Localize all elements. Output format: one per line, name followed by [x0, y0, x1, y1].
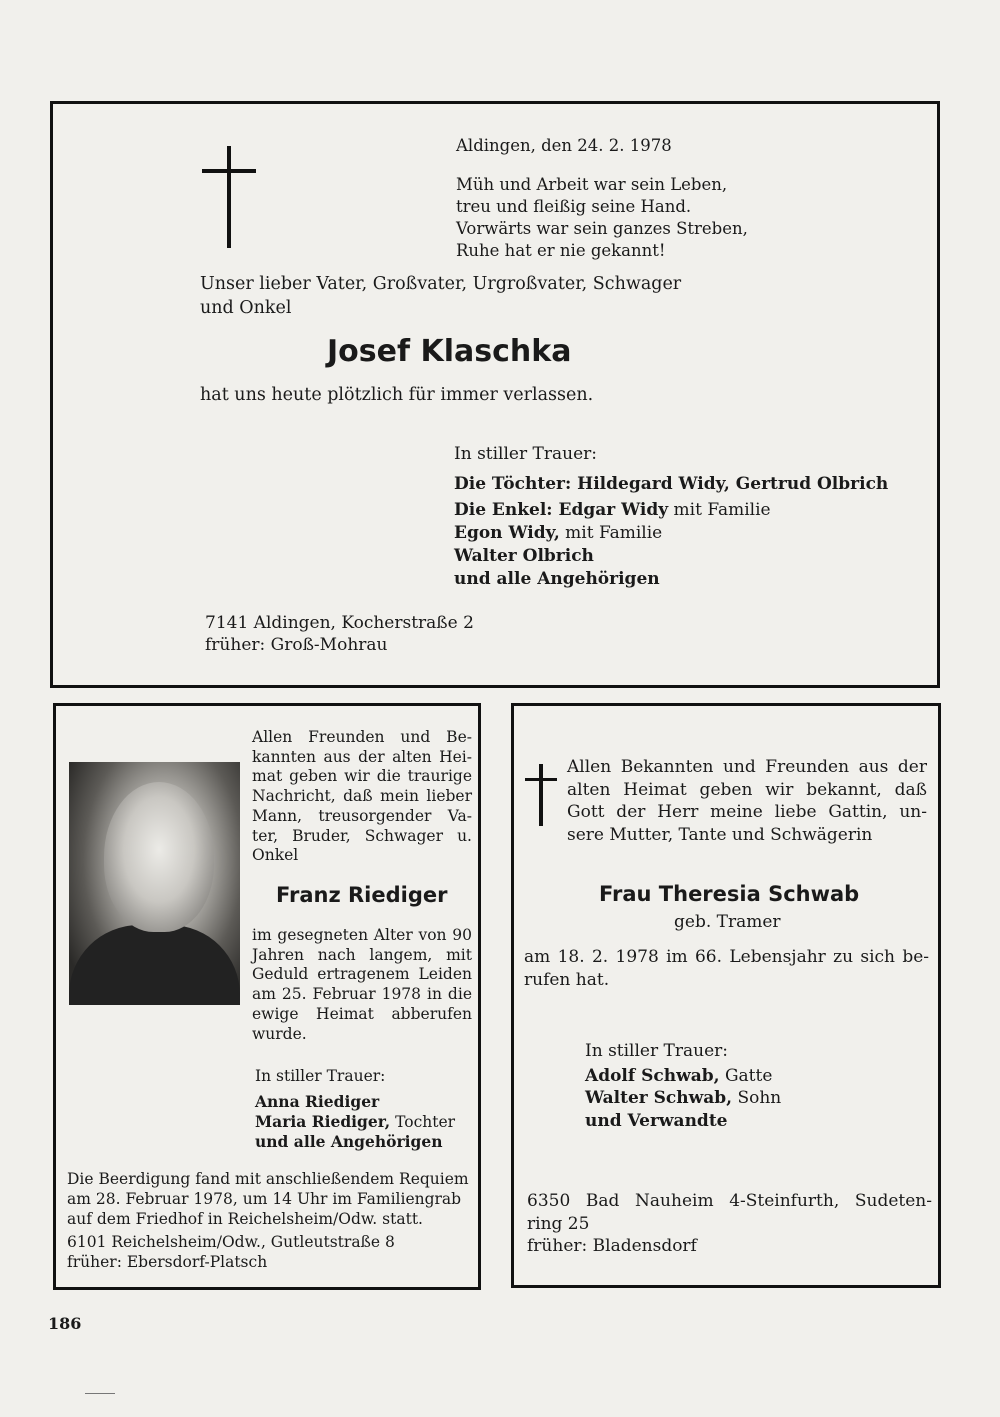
notice2-mourners: In stiller Trauer: Anna Riediger Maria Riediger, Tochter und alle Angehörigen	[255, 1067, 456, 1151]
notice3-intro: Allen Bekannten und Freunden aus der alten Heimat geben wir bekannt, daß Gott der Herr meine liebe Gattin, un- sere Mutter, Tante und Schwägerin	[567, 757, 927, 845]
notice2-body: im gesegneten Alter von 90 Jahren nach langem, mit Geduld ertragenem Leiden am 25. Februar 1978 in die ewige Heimat abberufen wurde.	[252, 926, 472, 1043]
notice2-address: 6101 Reichelsheim/Odw., Gutleutstraße 8 früher: Ebersdorf-Platsch	[67, 1233, 395, 1271]
portrait-photo	[69, 762, 240, 1005]
notice3-body: am 18. 2. 1978 im 66. Lebensjahr zu sich be- rufen hat.	[524, 947, 929, 990]
notice2-name: Franz Riediger	[276, 883, 448, 907]
notice2-intro: Allen Freunden und Be- kannten aus der alten Hei- mat geben wir die traurige Nachricht, daß mein lieber Mann, treusorgender Va- ter, Bruder, Schwager u. Onkel	[252, 728, 472, 865]
notice1-name: Josef Klaschka	[327, 334, 572, 369]
notice1-left-text: hat uns heute plötzlich für immer verlassen.	[200, 385, 594, 405]
notice1-date: Aldingen, den 24. 2. 1978	[456, 136, 672, 155]
footer-rule	[85, 1393, 115, 1394]
notice2-funeral: Die Beerdigung fand mit anschließendem Requiem am 28. Februar 1978, um 14 Uhr im Familiengrab auf dem Friedhof in Reichelsheim/Odw. statt.	[67, 1170, 469, 1228]
notice3-name: Frau Theresia Schwab	[599, 882, 860, 906]
notice3-maiden-name: geb. Tramer	[674, 912, 781, 932]
notice1-intro: Unser lieber Vater, Großvater, Urgroßvater, Schwager und Onkel	[200, 274, 682, 318]
notice1-address: 7141 Aldingen, Kocherstraße 2 früher: Groß-Mohrau	[205, 613, 474, 655]
notice3-address: 6350 Bad Nauheim 4-Steinfurth, Sudeten- ring 25 früher: Bladensdorf	[527, 1191, 932, 1256]
notice1-mourners: In stiller Trauer: Die Töchter: Hildegard Widy, Gertrud Olbrich Die Enkel: Edgar Widy mit Familie Egon Widy, mit Familie Walter Olbrich und alle Angehörigen	[454, 444, 889, 589]
page-number: 186	[48, 1314, 82, 1333]
notice3-mourners: In stiller Trauer: Adolf Schwab, Gatte Walter Schwab, Sohn und Verwandte	[585, 1041, 782, 1131]
notice1-verse: Müh und Arbeit war sein Leben, treu und fleißig seine Hand. Vorwärts war sein ganzes Streben, Ruhe hat er nie gekannt!	[456, 175, 748, 260]
